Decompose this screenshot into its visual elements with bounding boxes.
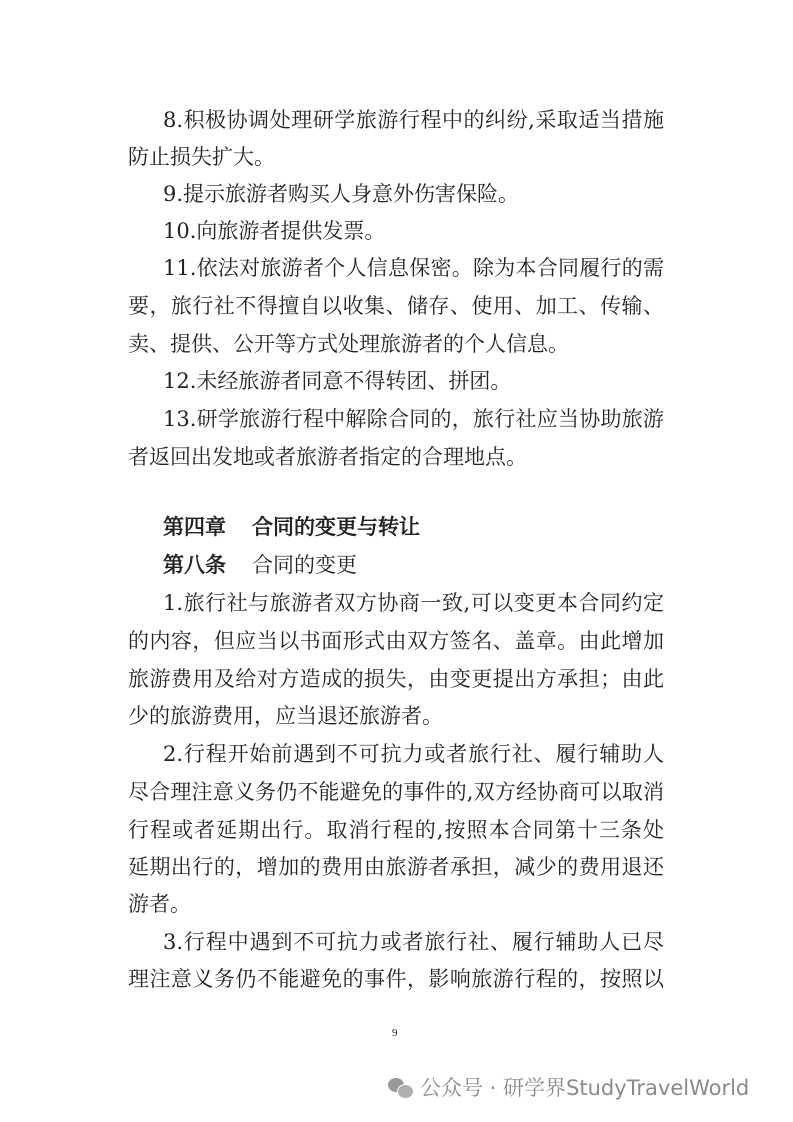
text-line: 卖、提供、公开等方式处理旅游者的个人信息。 [128, 332, 569, 356]
text-line: 12.未经旅游者同意不得转团、拼团。 [163, 369, 512, 393]
text-line: 延期出行的，增加的费用由旅游者承担，减少的费用退还 [128, 855, 664, 879]
text-line: 行程或者延期出行。取消行程的,按照本合同第十三条处 [128, 818, 664, 842]
chapter-heading [163, 514, 664, 540]
text-line: 13.研学旅游行程中解除合同的，旅行社应当协助旅游 [163, 407, 664, 431]
text-line: 的内容，但应当以书面形式由双方签名、盖章。由此增加 [128, 629, 664, 653]
text-line: 要，旅行社不得擅自以收集、储存、使用、加工、传输、 [128, 294, 664, 318]
text-line: 8.积极协调处理研学旅游行程中的纠纷,采取适当措施 [163, 108, 664, 132]
text-line: 10.向旅游者提供发票。 [163, 219, 386, 243]
chapter-label: 第四章 [163, 515, 226, 539]
article-label: 第八条 [163, 553, 226, 577]
watermark-text: 公众号 · 研学界StudyTravelWorld [420, 1076, 750, 1100]
text-line: 理注意义务仍不能避免的事件，影响旅游行程的，按照以 [128, 967, 664, 991]
text-line: 者返回出发地或者旅游者指定的合理地点。 [128, 445, 527, 469]
chapter-title: 合同的变更与转让 [252, 515, 420, 539]
watermark [388, 1072, 749, 1102]
text-line: 2.行程开始前遇到不可抗力或者旅行社、履行辅助人 [163, 742, 664, 766]
text-line: 11.依法对旅游者个人信息保密。除为本合同履行的需 [163, 256, 664, 280]
text-line: 9.提示旅游者购买人身意外伤害保险。 [163, 182, 520, 206]
text-line: 尽合理注意义务仍不能避免的事件的,双方经协商可以取消 [128, 780, 664, 804]
wechat-icon [388, 1076, 414, 1098]
text-line: 游者。 [128, 892, 191, 916]
text-line: 旅游费用及给对方造成的损失，由变更提出方承担；由此 [128, 667, 664, 691]
text-line: 1.旅行社与旅游者双方协商一致,可以变更本合同约定 [163, 591, 664, 615]
text-line: 3.行程中遇到不可抗力或者旅行社、履行辅助人已尽 [163, 930, 664, 954]
article-heading [163, 552, 664, 578]
page-number: 9 [392, 1027, 398, 1039]
text-line: 防止损失扩大。 [128, 145, 275, 169]
article-title: 合同的变更 [252, 553, 357, 577]
text-line: 少的旅游费用，应当退还旅游者。 [128, 704, 443, 728]
